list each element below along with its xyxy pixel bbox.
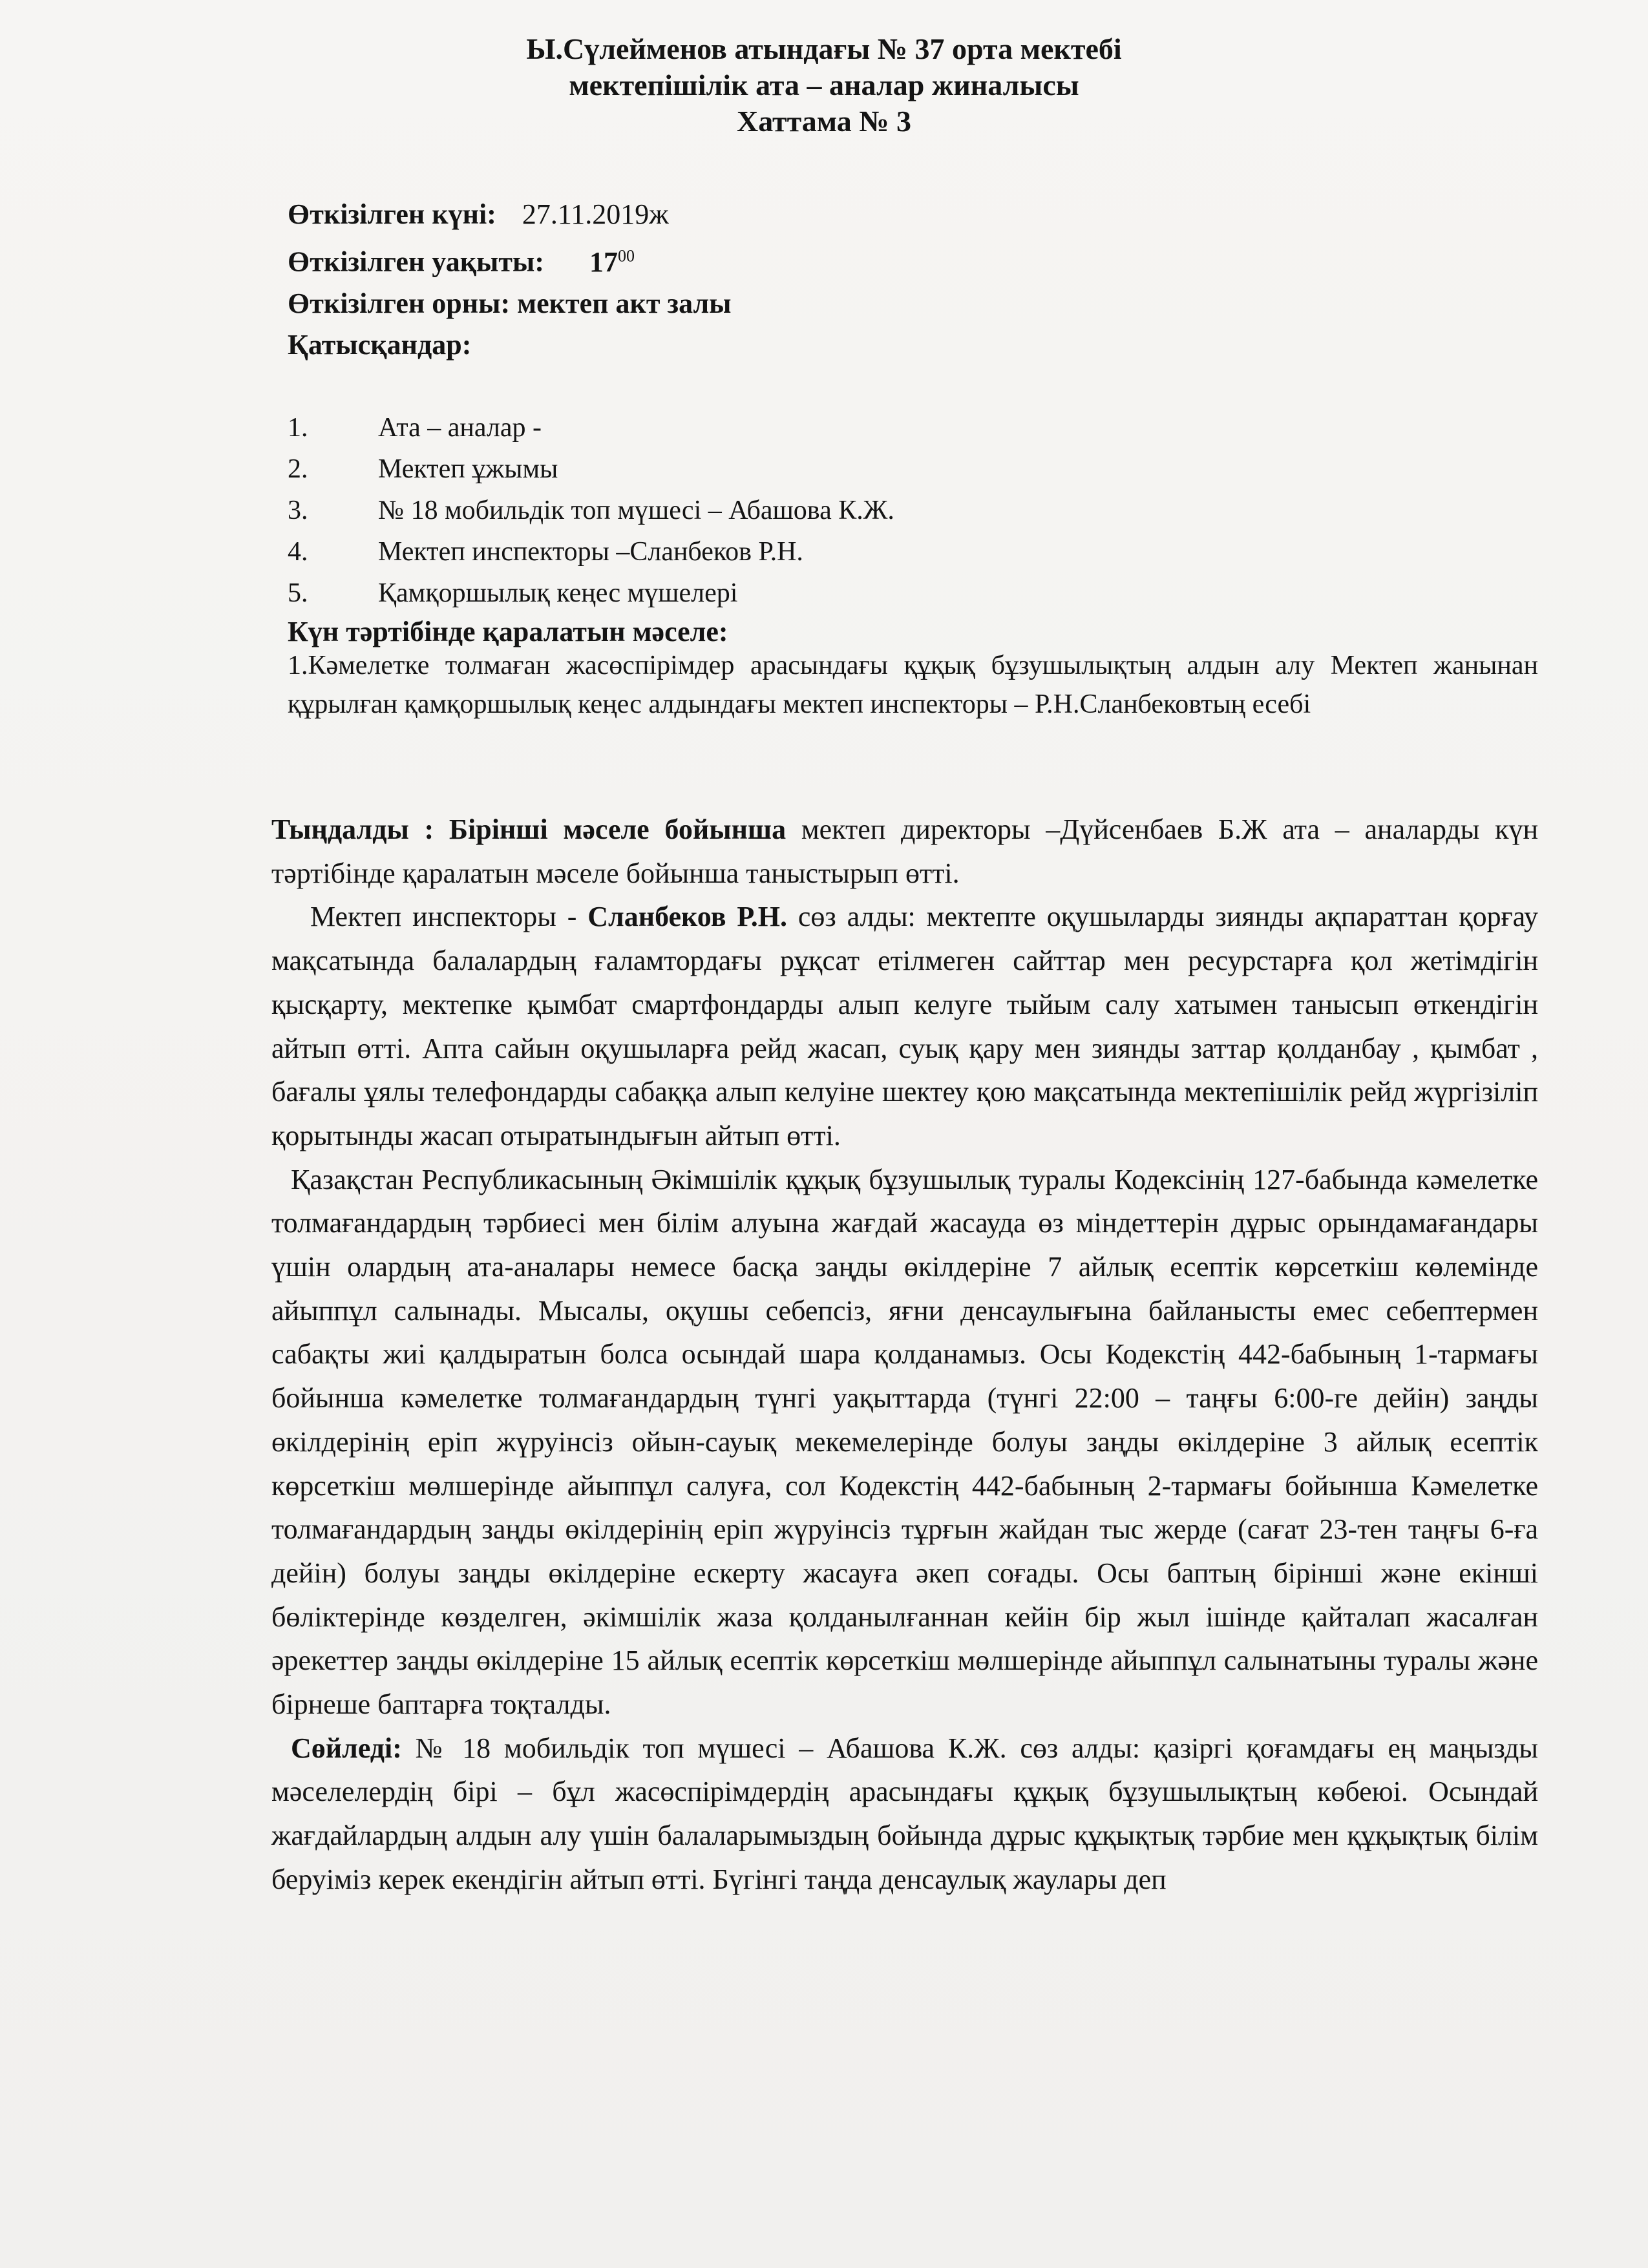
inspector-name: Сланбеков Р.Н. — [587, 901, 787, 933]
agenda-title: Күн тәртібінде қаралатын мәселе: — [288, 616, 728, 647]
date-value: 27.11.2019ж — [522, 198, 669, 230]
paragraph-code: Қазақстан Республикасының Әкімшілік құқық бұзушылық туралы Кодексінің 127-бабында кәмелетке толмағандардың тәрбиесі мен білім алуына жағдай жасауда өз міндеттерін дұрыс орындамағандары үшін олардың ата-аналары немесе басқа заңды өкілдеріне 7 айлық есептік көрсеткіш көлемінде айыппұл салынады. Мысалы, оқушы себепсіз, яғни денсаулығына байланысты емес себептермен сабақты жиі қалдыратын болса осындай шара қолданамыз. Осы Кодекстің 442-бабының 1-тармағы бойынша кәмелетке толмағандардың түнгі уақыттарда (түнгі 22:00 – таңғы 6:00-ге дейін) заңды өкілдерінің еріп жүруінсіз ойын-сауық мекемелерінде болуы заңды өкілдеріне 3 айлық есептік көрсеткіш мөлшерінде айыппұл салуға, сол Кодекстің 442-бабының 2-тармағы бойынша Кәмелетке толмағандардың заңды өкілдерінің еріп жүруінсіз тұрғын жайдан тыс жерде (сағат 23-тен таңғы 6-ға дейін) болуы заңды өкілдеріне ескерту жасауға әкеп соғады. Осы баптың бірінші және екінші бөліктерінде көзделген, әкімшілік жаза қолданылғаннан кейін бір жыл ішінде қайталап жасалған әрекеттер заңды өкілдеріне 15 айлық есептік көрсеткіш мөлшерінде айыппұл салынатыны туралы және бірнеше баптарға тоқталды. — [271, 1163, 1538, 1721]
list-item: 4. Мектеп инспекторы –Сланбеков Р.Н. — [288, 537, 803, 567]
heard-label: Тыңдалды : Бірінші мәселе бойынша — [271, 814, 787, 845]
list-item: 3. № 18 мобильдік топ мүшесі – Абашова К.Ж. — [288, 496, 894, 525]
date-row — [288, 194, 1516, 235]
paragraph-heard: Тыңдалды : Бірінші мәселе бойынша мектеп директоры –Дүйсенбаев Б.Ж ата – аналарды күн тәртібінде қаралатын мәселе бойынша таныстырып өтті. — [271, 814, 1538, 889]
time-row — [288, 235, 1516, 283]
date-label: Өткізілген күні: — [288, 198, 496, 230]
meeting-title: мектепішілік ата – аналар жиналысы — [569, 68, 1079, 101]
agenda-text: 1.Кәмелетке толмаған жасөспірімдер арасындағы құқық бұзушылықтың алдын алу Мектеп жанынан құрылған қамқоршылық кеңес алдындағы мектеп инспекторы – Р.Н.Сланбековтың есебі — [288, 651, 1538, 719]
paragraph-inspector: Мектеп инспекторы - Сланбеков Р.Н. сөз алды: мектепте оқушыларды зиянды ақпараттан қорғау мақсатында балалардың ғаламтордағы рұқсат етілмеген сайттар мен ресурстарға қол жетімдігін қысқарту, мектепке қымбат смартфондарды алып келуге тыйым салу хатымен танысып өткендігін айтып өтті. Апта сайын оқушыларға рейд жасап, суық қару мен зиянды заттар қолданбау , қымбат , бағалы ұялы телефондарды сабаққа алып келуіне шектеу қою мақсатында мектепішілік рейд жүргізіліп қорытынды жасап отыратындығын айтып өтті. — [271, 901, 1538, 1151]
document-header — [0, 31, 1648, 140]
time-minutes: 00 — [618, 246, 635, 265]
time-value — [589, 246, 635, 278]
list-item: 1. Ата – аналар - — [288, 413, 542, 443]
minutes-body — [271, 808, 1538, 1902]
spoke-label: Сөйледі: — [291, 1732, 402, 1764]
list-item: 5. Қамқоршылық кеңес мүшелері — [288, 578, 738, 608]
place-row: Өткізілген орны: мектеп акт залы — [288, 287, 732, 319]
time-hours: 17 — [589, 246, 618, 278]
time-label: Өткізілген уақыты: — [288, 246, 545, 278]
participants-label: Қатысқандар: — [288, 328, 472, 361]
meeting-meta — [288, 194, 1516, 366]
participants-list — [288, 407, 1516, 614]
paragraph-spoke: Сөйледі: № 18 мобильдік топ мүшесі – Абашова К.Ж. сөз алды: қазіргі қоғамдағы ең маңызды мәселелердің бірі – бұл жасөспірімдердің арасындағы құқық бұзушылықтың көбеюі. Осындай жағдайлардың алдын алу үшін балаларымыздың бойында дұрыс құқықтық тәрбие мен құқықтық білім беруіміз керек екендігін айтып өтті. Бүгінгі таңда денсаулық жаулары деп — [271, 1732, 1538, 1895]
protocol-number: Хаттама № 3 — [736, 105, 912, 138]
list-item: 2. Мектеп ұжымы — [288, 454, 558, 484]
school-name: Ы.Сүлейменов атындағы № 37 орта мектебі — [526, 32, 1122, 65]
